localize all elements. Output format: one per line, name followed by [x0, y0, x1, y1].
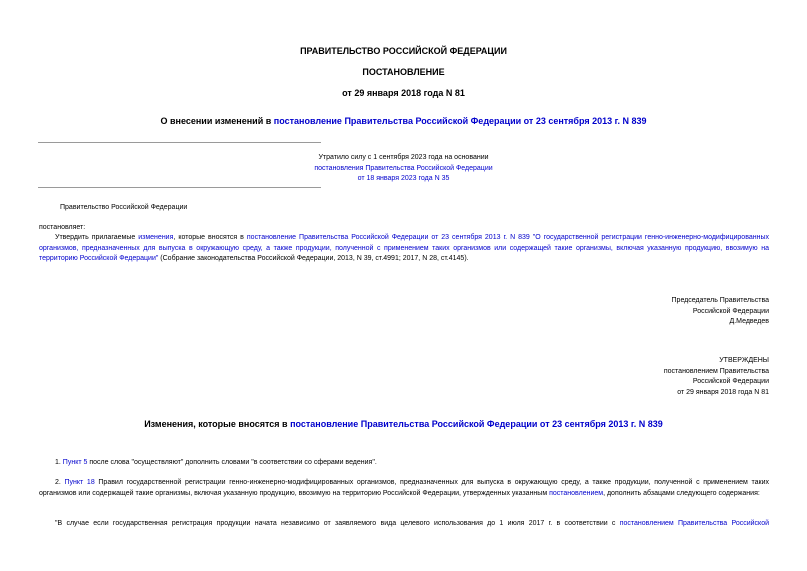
document-title — [0, 116, 807, 127]
header-government: ПРАВИТЕЛЬСТВО РОССИЙСКОЙ ФЕДЕРАЦИИ — [300, 46, 507, 56]
status-note-link1[interactable]: постановления Правительства Российской Федерации — [314, 164, 493, 172]
signature-line2: Российской Федерации — [692, 307, 769, 315]
quote-link[interactable]: постановлением Правительства Российской — [619, 520, 769, 527]
changes-heading-link[interactable]: постановление Правительства Российской Федерации от 23 сентября 2013 г. N 839 — [290, 419, 663, 429]
paragraph-1 — [39, 233, 769, 265]
signature-block — [500, 296, 769, 328]
item1-number: 1. — [55, 459, 63, 466]
signature-line3: Д.Медведев — [729, 318, 769, 325]
status-note — [300, 153, 507, 185]
p1-text-c: (Собрание законодательства Российской Федерации, 2013, N 39, ст.4991; 2017, N 28, ст.4145). — [158, 255, 469, 262]
item1-link[interactable]: Пункт 5 — [62, 459, 88, 466]
p1-link-resolution[interactable]: постановление Правительства Российской Федерации от 23 сентября 2013 г. N 839 "О государственной регистрации генно-инженерно-модифицированных организмов, предназначенных для выпуска в окружающую среду, а также продукции, полученной с применением таких организмов или содержащей такие организмы, включая указанную продукцию, ввозимую на территорию Российской Федерации" — [39, 234, 769, 262]
header-date: от 29 января 2018 года N 81 — [342, 88, 465, 98]
change-item-1 — [55, 458, 377, 469]
approved-line3: Российской Федерации — [692, 378, 769, 385]
resolves: постановляет: — [39, 224, 86, 231]
p1-link-changes[interactable]: изменения — [138, 234, 174, 241]
status-note-link2[interactable]: от 18 января 2023 года N 35 — [357, 175, 450, 182]
signature-line1: Председатель Правительства — [671, 297, 769, 304]
changes-heading — [0, 419, 807, 430]
change-item-2 — [39, 478, 769, 499]
item2-number: 2. — [55, 479, 65, 486]
item2-link[interactable]: Пункт 18 — [64, 479, 95, 486]
p1-text-a: Утвердить прилагаемые — [55, 234, 139, 241]
issuer: Правительство Российской Федерации — [60, 204, 188, 211]
approved-line2: постановлением Правительства — [663, 367, 769, 375]
divider-bottom — [38, 187, 321, 188]
changes-heading-prefix: Изменения, которые вносятся в — [144, 419, 291, 429]
approved-block — [500, 356, 769, 398]
approved-line4: от 29 января 2018 года N 81 — [677, 388, 769, 396]
quote-text: "В случае если государственная регистрация продукции начата независимо от заявляемого вида целевого использования до 1 июля 2017 г. в соответствии с — [55, 520, 620, 527]
header-doc-type: ПОСТАНОВЛЕНИЕ — [362, 67, 445, 77]
p1-text-b: , которые вносятся в — [173, 234, 247, 241]
status-note-line1: Утратило силу с 1 сентября 2023 года на основании — [318, 154, 489, 161]
divider-top — [38, 142, 321, 143]
title-link[interactable]: постановление Правительства Российской Федерации от 23 сентября 2013 г. N 839 — [273, 116, 647, 126]
quote-paragraph — [39, 519, 769, 530]
item2-text-b: , дополнить абзацами следующего содержания: — [603, 489, 760, 497]
item1-text: после слова "осуществляют" дополнить словами "в соответствии со сферами ведения". — [87, 459, 377, 466]
approved-line1: УТВЕРЖДЕНЫ — [719, 357, 769, 364]
item2-link-resolution[interactable]: постановлением — [549, 489, 604, 497]
document-title-prefix: О внесении изменений в — [160, 116, 274, 126]
item2-text-a: Правил государственной регистрации генно-инженерно-модифицированных организмов, предназначенных для выпуска в окружающую среду, а также продукции, полученной с применением таких организмов или содержащей такие организмы, включая указанную продукцию, ввозимую на территорию Российской Федерации, утвержденных указанным — [39, 479, 769, 497]
